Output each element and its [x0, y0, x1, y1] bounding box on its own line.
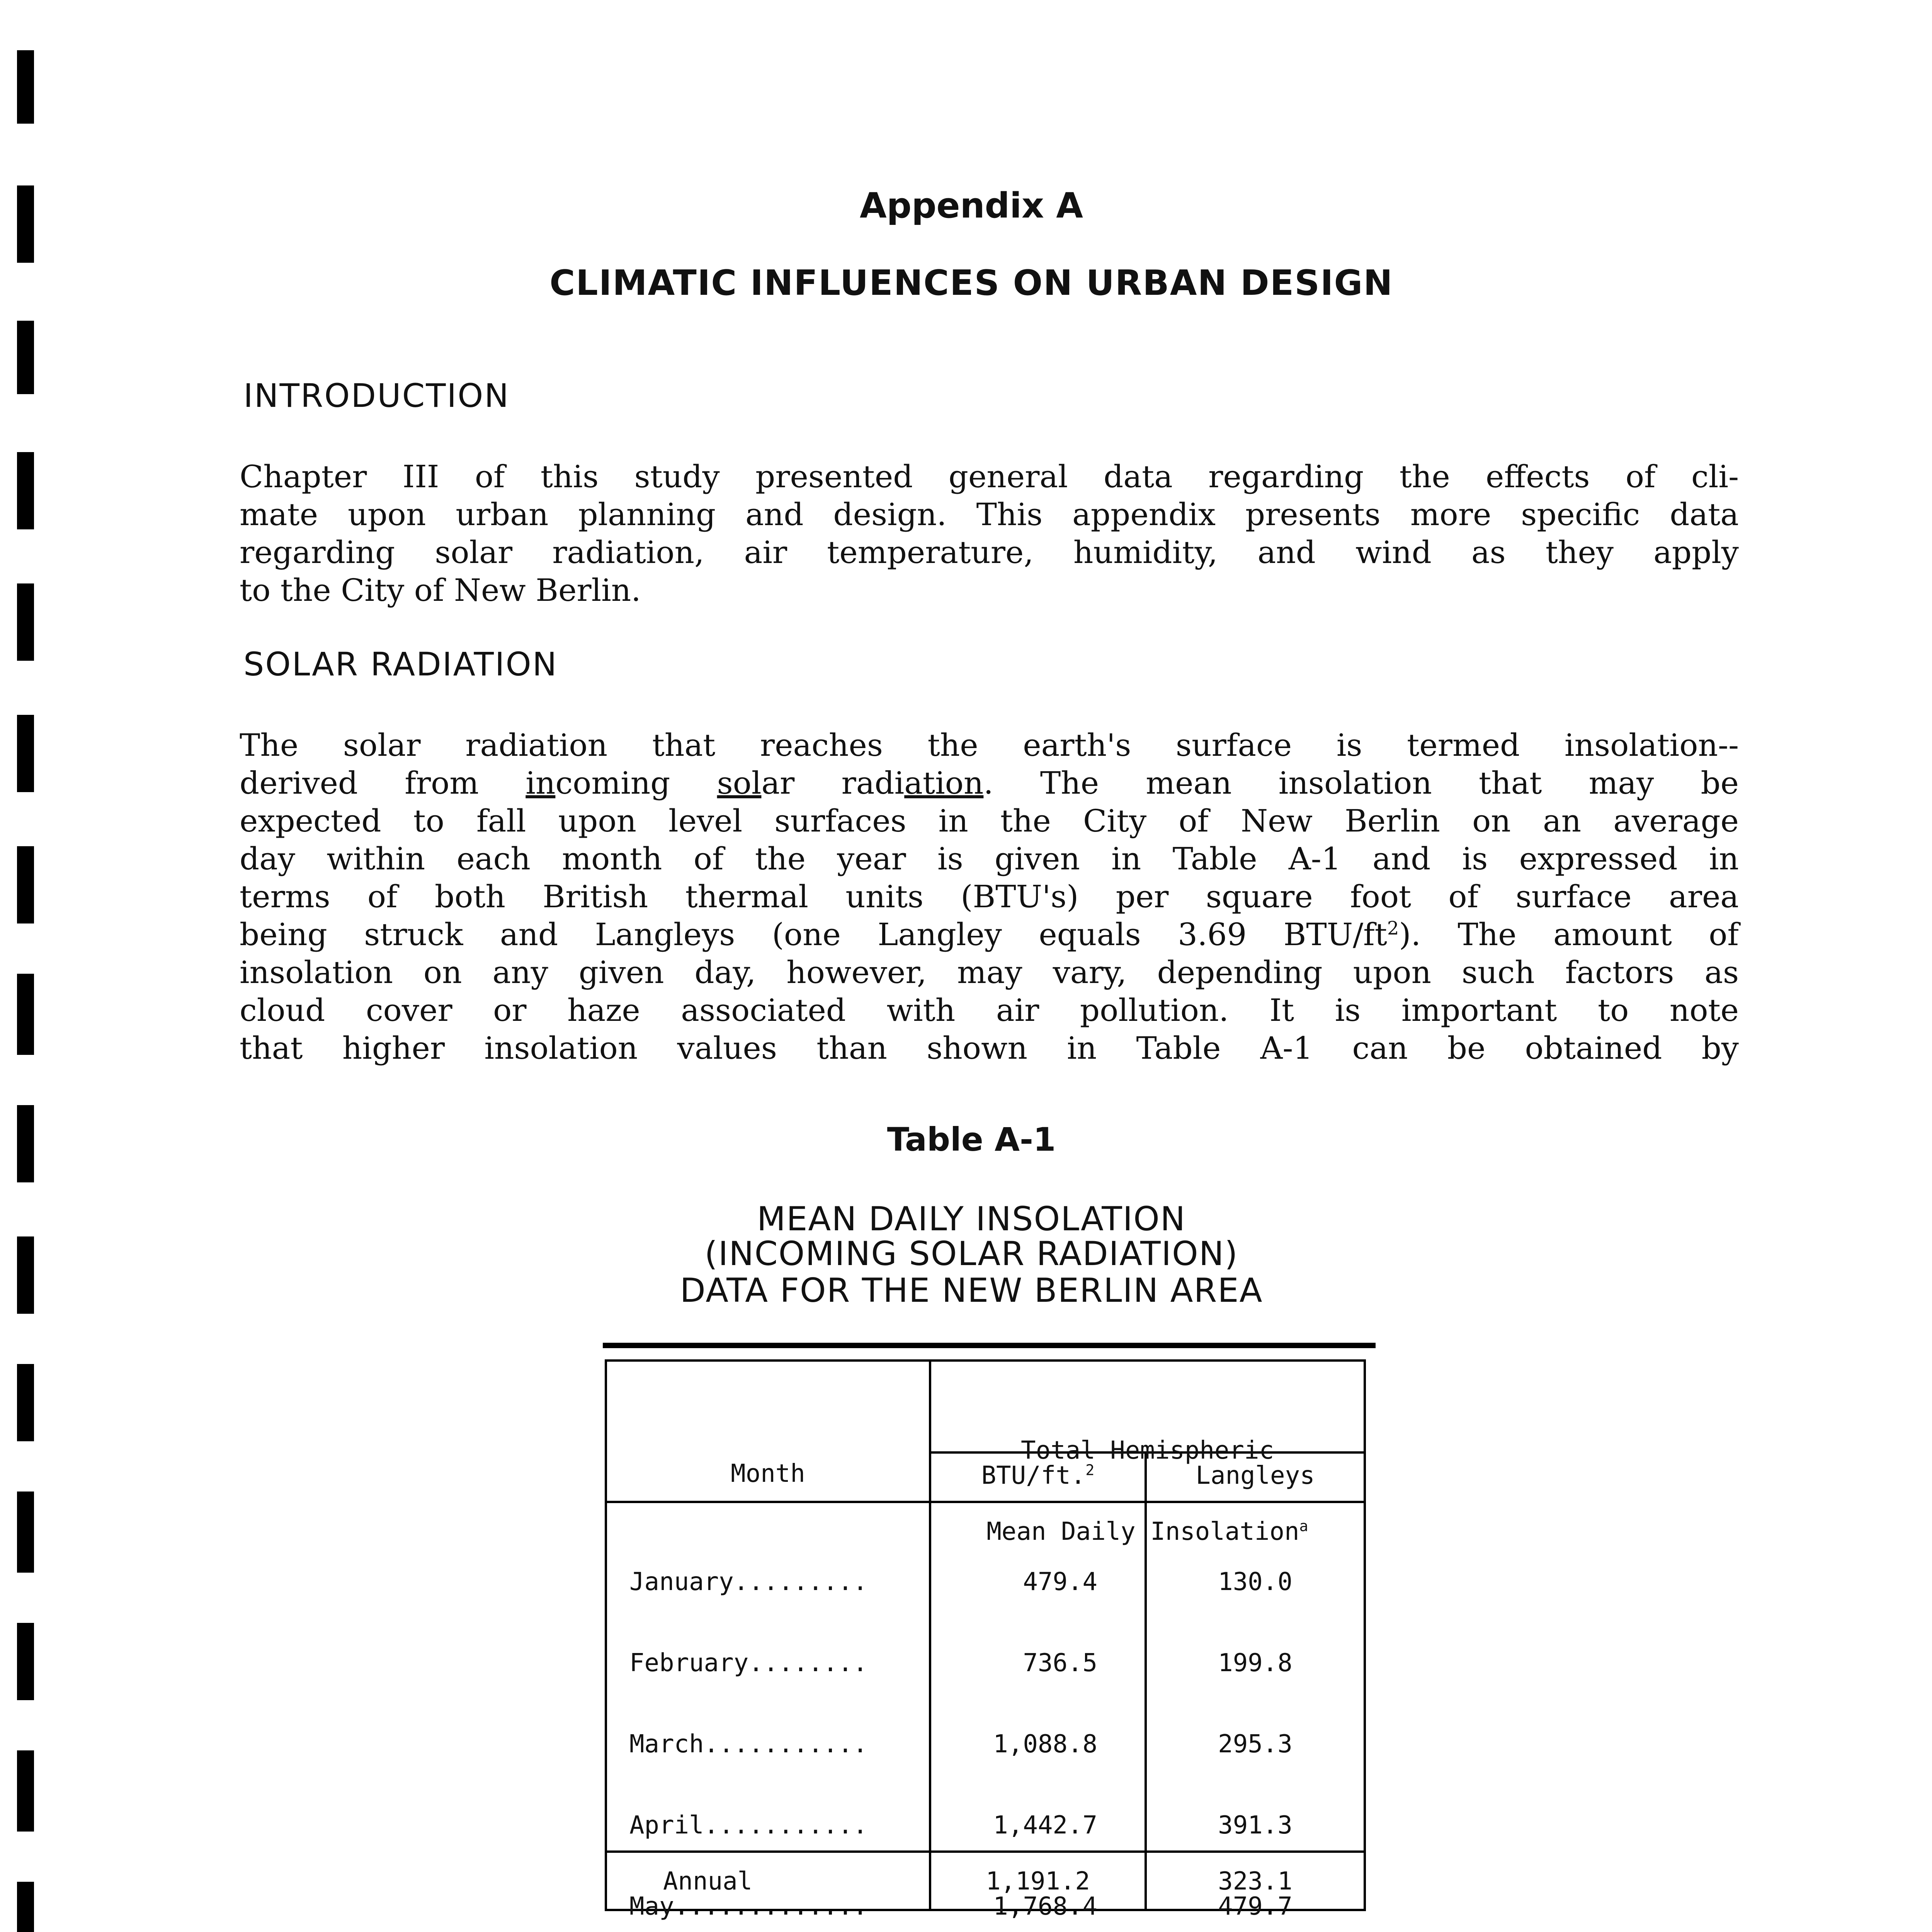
table-top-rule	[603, 1343, 1376, 1348]
section-heading-introduction: INTRODUCTION	[243, 377, 510, 415]
text-run: ar radi	[761, 765, 905, 801]
binding-bar	[17, 1364, 34, 1441]
paragraph-line: insolation on any given day, however, may vary, depending upon such factors as	[240, 954, 1739, 990]
column-header-text: BTU/ft.	[981, 1461, 1086, 1490]
annual-btu: 1,191.2	[986, 1867, 1090, 1896]
paragraph-line: cloud cover or haze associated with air pollution. It is important to note	[240, 992, 1739, 1028]
underlined-text: ation	[904, 765, 984, 801]
paragraph-line: that higher insolation values than shown in Table A-1 can be obtained by	[240, 1030, 1739, 1066]
section-heading-solar-radiation: SOLAR RADIATION	[243, 645, 558, 683]
footnote-marker: a	[1299, 1517, 1308, 1535]
binding-bar	[17, 974, 34, 1055]
table-cell-btu: 479.4	[1023, 1568, 1097, 1596]
table-cell-month: May.............	[629, 1892, 868, 1921]
text-run: ). The amount of	[1399, 917, 1739, 952]
paragraph-line	[240, 916, 1739, 954]
superscript: 2	[1387, 917, 1399, 939]
table-cell-month: March...........	[629, 1730, 868, 1759]
superscript: 2	[1085, 1461, 1095, 1479]
binding-bar	[17, 715, 34, 792]
text-run: coming	[555, 765, 717, 801]
underlined-text: in	[526, 765, 556, 801]
text-run: . The mean insolation that may be	[983, 765, 1739, 801]
binding-bar	[17, 321, 34, 394]
binding-bar	[17, 1623, 34, 1700]
table-cell-month: February........	[629, 1649, 868, 1677]
column-header-month: Month	[731, 1459, 805, 1488]
solar-radiation-paragraph	[240, 726, 1739, 1067]
appendix-label: Appendix A	[860, 185, 1083, 226]
paragraph-line: day within each month of the year is given in Table A-1 and is expressed in	[240, 841, 1739, 877]
paragraph-line: mate upon urban planning and design. This appendix presents more specific data	[240, 497, 1739, 532]
annual-label: Annual	[663, 1867, 753, 1896]
table-cell-btu: 1,768.4	[993, 1892, 1097, 1921]
table-cell-langleys: 199.8	[1218, 1649, 1293, 1677]
group-header-line: Total Hemispheric	[1020, 1436, 1274, 1465]
table-title-line: (INCOMING SOLAR RADIATION)	[704, 1235, 1238, 1273]
table-cell-btu: 1,088.8	[993, 1730, 1097, 1759]
table-title-line: MEAN DAILY INSOLATION	[757, 1200, 1186, 1238]
table-cell-langleys: 295.3	[1218, 1730, 1293, 1759]
annual-langleys: 323.1	[1218, 1867, 1293, 1896]
paragraph-line: The solar radiation that reaches the earth's surface is termed insolation--	[240, 727, 1739, 763]
introduction-paragraph	[240, 458, 1739, 609]
binding-bar	[17, 1882, 34, 1932]
group-header-text: Mean Daily Insolation	[986, 1517, 1299, 1546]
table-cell-btu: 736.5	[1023, 1649, 1097, 1677]
paragraph-line: regarding solar radiation, air temperature, humidity, and wind as they apply	[240, 534, 1739, 570]
underlined-text: sol	[717, 765, 762, 801]
paragraph-line: Chapter III of this study presented general data regarding the effects of cli-	[240, 459, 1739, 495]
column-header-btu	[931, 1462, 1145, 1489]
insolation-table	[605, 1359, 1366, 1921]
table-cell-langleys: 130.0	[1218, 1568, 1293, 1596]
paragraph-line: terms of both British thermal units (BTU's) per square foot of surface area	[240, 879, 1739, 915]
binding-bar	[17, 583, 34, 661]
paragraph-line: expected to fall upon level surfaces in the City of New Berlin on an average	[240, 803, 1739, 839]
table-label: Table A-1	[887, 1121, 1056, 1158]
table-cell-month: January.........	[629, 1568, 868, 1596]
text-run: derived from	[240, 765, 526, 801]
paragraph-line	[240, 764, 1739, 802]
binding-bar	[17, 846, 34, 923]
table-cell-month: April...........	[629, 1811, 868, 1840]
binding-bar	[17, 452, 34, 529]
column-header-langleys: Langleys	[1196, 1461, 1315, 1490]
table-title-line: DATA FOR THE NEW BERLIN AREA	[680, 1271, 1263, 1310]
table-cell-btu: 1,442.7	[993, 1811, 1097, 1840]
table-cell-langleys: 479.7	[1218, 1892, 1293, 1921]
binding-bar	[17, 1750, 34, 1832]
table-cell-langleys: 391.3	[1218, 1811, 1293, 1840]
appendix-title: CLIMATIC INFLUENCES ON URBAN DESIGN	[549, 263, 1393, 303]
text-run: being struck and Langleys (one Langley equals 3.69 BTU/ft	[240, 917, 1387, 952]
paragraph-line: to the City of New Berlin.	[240, 572, 641, 608]
binding-bar	[17, 50, 34, 124]
binding-bar	[17, 1492, 34, 1573]
